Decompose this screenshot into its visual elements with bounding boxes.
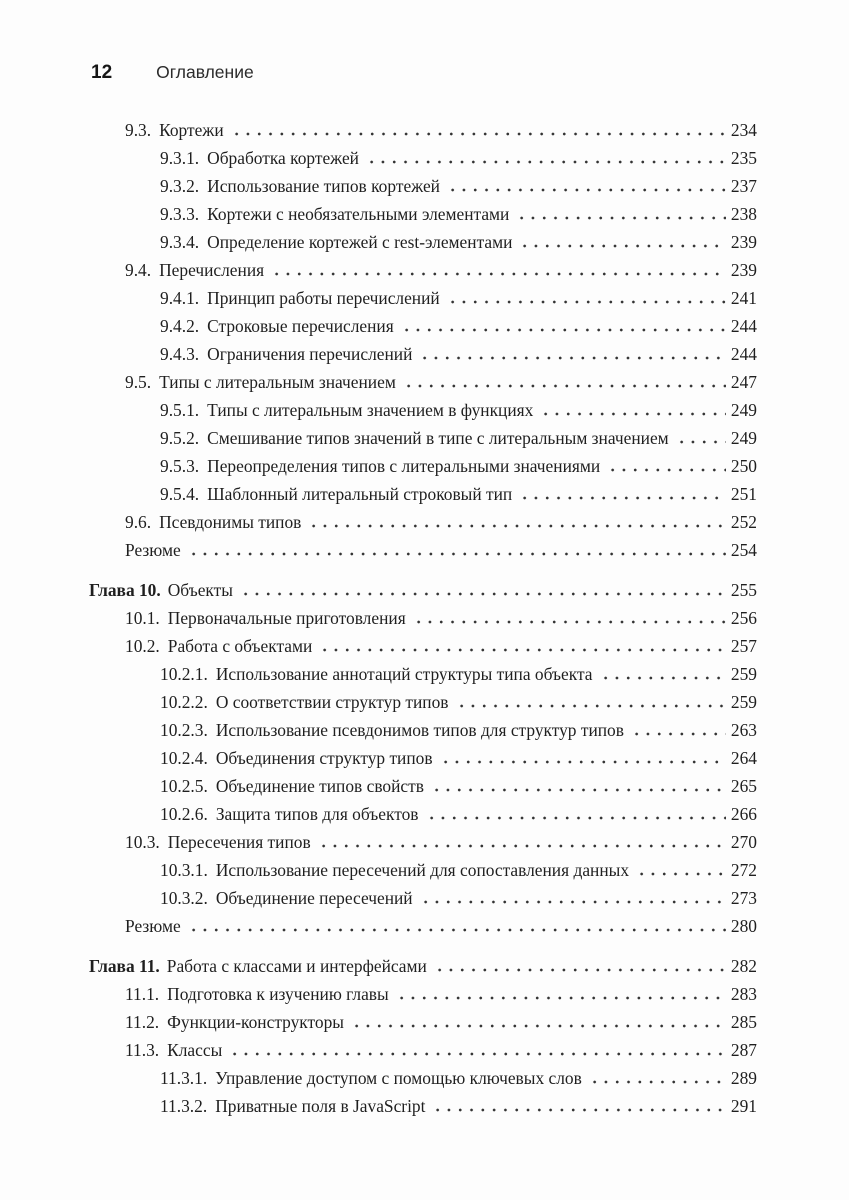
dot-leader: [351, 1024, 726, 1028]
dot-leader: [631, 732, 726, 736]
running-header-title: Оглавление: [156, 62, 254, 82]
toc-entry-title: Смешивание типов значений в типе с литеральным значением: [207, 428, 669, 448]
toc-entry-page: 237: [730, 176, 757, 196]
toc-entry-number: 9.5.4.: [160, 484, 200, 504]
toc-chapter-entry: [89, 576, 757, 604]
toc-entry-page: 250: [730, 456, 757, 476]
toc-entry-page: 285: [730, 1012, 757, 1032]
toc-entry-title: Классы: [167, 1040, 223, 1060]
toc-entry-page: 241: [730, 288, 757, 308]
toc-entry-title: Обработка кортежей: [207, 148, 359, 168]
toc-entry-title: Переопределения типов с литеральными значениями: [207, 456, 601, 476]
toc-entry: [89, 1036, 757, 1064]
toc-entry-number: 11.3.1.: [160, 1068, 208, 1088]
running-header: [91, 62, 254, 84]
dot-leader: [519, 496, 726, 500]
toc-entry: [89, 632, 757, 660]
toc-entry-page: 282: [730, 956, 757, 976]
dot-leader: [308, 524, 726, 528]
toc-entry-title: Определение кортежей с rest-элементами: [207, 232, 513, 252]
toc-entry-page: 264: [730, 748, 757, 768]
dot-leader: [431, 788, 726, 792]
toc-entry-page: 283: [730, 984, 757, 1004]
dot-leader: [600, 676, 726, 680]
toc-entry-title: Объединения структур типов: [215, 748, 433, 768]
toc-entry-title: Кортежи с необязательными элементами: [207, 204, 510, 224]
toc-entry-page: 259: [730, 664, 757, 684]
toc-entry-title: Перечисления: [159, 260, 265, 280]
toc-entry: [89, 116, 757, 144]
toc-entry-number: 10.2.5.: [160, 776, 208, 796]
toc-entry-title: Функции-конструкторы: [167, 1012, 344, 1032]
toc-entry: [89, 508, 757, 536]
toc-entry-number: 9.5.2.: [160, 428, 200, 448]
toc-entry-number: 9.3.: [125, 120, 152, 140]
toc-entry-number: 10.2.1.: [160, 664, 208, 684]
toc-entry: [89, 256, 757, 284]
dot-leader: [318, 844, 726, 848]
toc-entry-page: 244: [730, 344, 757, 364]
dot-leader: [432, 1108, 725, 1112]
toc-entry-number: 10.2.: [125, 636, 160, 656]
toc-entry-number: Глава 10.: [89, 580, 161, 600]
dot-leader: [516, 216, 726, 220]
toc-entry-title: Ограничения перечислений: [207, 344, 413, 364]
toc-entry-title: Строковые перечисления: [207, 316, 394, 336]
toc-entry-title: Приватные поля в JavaScript: [215, 1096, 426, 1116]
dot-leader: [319, 648, 726, 652]
toc-entry-page: 249: [730, 400, 757, 420]
dot-leader: [420, 900, 726, 904]
toc-entry-page: 256: [730, 608, 757, 628]
toc-entry-title: Псевдонимы типов: [159, 512, 302, 532]
toc-entry-page: 287: [730, 1040, 757, 1060]
toc-entry-number: 10.2.2.: [160, 692, 208, 712]
toc-entry-title: Работа с классами и интерфейсами: [166, 956, 427, 976]
toc-entry: [89, 828, 757, 856]
toc-entry-title: Объединение пересечений: [215, 888, 413, 908]
toc-entry: [89, 1008, 757, 1036]
toc-entry: [89, 284, 757, 312]
toc-entry-page: 238: [730, 204, 757, 224]
toc-entry-page: 249: [730, 428, 757, 448]
toc-entry-title: Кортежи: [159, 120, 224, 140]
dot-leader: [271, 272, 726, 276]
dot-leader: [426, 816, 726, 820]
toc-entry-page: 247: [730, 372, 757, 392]
toc-entry-page: 263: [730, 720, 757, 740]
dot-leader: [419, 356, 726, 360]
toc-entry-title: Объекты: [167, 580, 233, 600]
table-of-contents: [89, 116, 757, 1120]
toc-entry-number: 9.4.1.: [160, 288, 200, 308]
toc-entry: [89, 660, 757, 688]
dot-leader: [231, 132, 726, 136]
toc-entry-title: Пересечения типов: [167, 832, 311, 852]
toc-entry-title: Первоначальные приготовления: [167, 608, 406, 628]
toc-entry-page: 266: [730, 804, 757, 824]
dot-leader: [229, 1052, 726, 1056]
toc-entry-number: Глава 11.: [89, 956, 160, 976]
toc-entry-page: 254: [730, 540, 757, 560]
dot-leader: [188, 928, 726, 932]
toc-entry-title: Управление доступом с помощью ключевых слов: [215, 1068, 582, 1088]
toc-entry: [89, 340, 757, 368]
toc-entry-number: 11.3.: [125, 1040, 160, 1060]
toc-entry: [89, 744, 757, 772]
toc-entry-number: 9.4.3.: [160, 344, 200, 364]
toc-entry-page: 244: [730, 316, 757, 336]
toc-entry-number: 10.2.4.: [160, 748, 208, 768]
toc-entry-title: Принцип работы перечислений: [207, 288, 440, 308]
toc-entry: [89, 604, 757, 632]
toc-chapter-entry: [89, 952, 757, 980]
toc-entry: [89, 536, 757, 564]
dot-leader: [676, 440, 726, 444]
toc-entry-page: 255: [730, 580, 757, 600]
dot-leader: [401, 328, 726, 332]
toc-entry-number: 9.4.2.: [160, 316, 200, 336]
dot-leader: [519, 244, 725, 248]
toc-entry: [89, 200, 757, 228]
toc-entry-number: 10.3.2.: [160, 888, 208, 908]
toc-entry: [89, 856, 757, 884]
toc-entry-page: 257: [730, 636, 757, 656]
toc-entry: [89, 144, 757, 172]
toc-entry-number: 9.3.4.: [160, 232, 200, 252]
dot-leader: [447, 300, 726, 304]
toc-entry-number: 11.3.2.: [160, 1096, 208, 1116]
dot-leader: [607, 468, 726, 472]
toc-entry-title: Использование аннотаций структуры типа объекта: [215, 664, 593, 684]
dot-leader: [396, 996, 726, 1000]
toc-entry-title: Защита типов для объектов: [215, 804, 419, 824]
dot-leader: [589, 1080, 726, 1084]
toc-entry-page: 252: [730, 512, 757, 532]
toc-entry: [89, 1064, 757, 1092]
toc-entry: [89, 1092, 757, 1120]
toc-entry-page: 289: [730, 1068, 757, 1088]
toc-entry-page: 273: [730, 888, 757, 908]
toc-entry-title: Использование псевдонимов типов для структур типов: [215, 720, 624, 740]
dot-leader: [636, 872, 726, 876]
page-number: 12: [91, 62, 113, 83]
toc-entry: [89, 884, 757, 912]
toc-entry: [89, 396, 757, 424]
toc-entry: [89, 172, 757, 200]
dot-leader: [440, 760, 726, 764]
toc-entry: [89, 228, 757, 256]
toc-entry-title: Резюме: [125, 540, 181, 560]
toc-entry-page: 280: [730, 916, 757, 936]
toc-entry: [89, 480, 757, 508]
dot-leader: [366, 160, 726, 164]
toc-entry-title: О соответствии структур типов: [215, 692, 449, 712]
toc-entry-page: 291: [730, 1096, 757, 1116]
toc-entry: [89, 452, 757, 480]
toc-entry-title: Типы с литеральным значением в функциях: [207, 400, 534, 420]
toc-entry-number: 9.5.1.: [160, 400, 200, 420]
toc-entry-title: Использование пересечений для сопоставления данных: [215, 860, 630, 880]
toc-entry-page: 265: [730, 776, 757, 796]
toc-entry-number: 11.1.: [125, 984, 160, 1004]
toc-entry-page: 235: [730, 148, 757, 168]
toc-entry-number: 9.5.: [125, 372, 152, 392]
toc-entry-number: 10.3.: [125, 832, 160, 852]
toc-entry: [89, 424, 757, 452]
toc-entry-title: Подготовка к изучению главы: [167, 984, 389, 1004]
toc-entry-number: 9.6.: [125, 512, 152, 532]
toc-entry: [89, 912, 757, 940]
toc-entry-page: 251: [730, 484, 757, 504]
toc-entry-title: Работа с объектами: [167, 636, 313, 656]
toc-entry-number: 9.3.1.: [160, 148, 200, 168]
dot-leader: [240, 592, 726, 596]
toc-entry-number: 11.2.: [125, 1012, 160, 1032]
dot-leader: [540, 412, 726, 416]
toc-entry: [89, 716, 757, 744]
toc-entry-number: 10.3.1.: [160, 860, 208, 880]
toc-entry-number: 10.2.3.: [160, 720, 208, 740]
dot-leader: [413, 620, 726, 624]
dot-leader: [447, 188, 726, 192]
toc-entry-title: Типы с литеральным значением: [159, 372, 396, 392]
dot-leader: [434, 968, 726, 972]
toc-entry: [89, 688, 757, 716]
toc-entry-title: Объединение типов свойств: [215, 776, 424, 796]
toc-entry-number: 10.1.: [125, 608, 160, 628]
toc-entry-number: 9.3.2.: [160, 176, 200, 196]
dot-leader: [188, 552, 726, 556]
dot-leader: [456, 704, 726, 708]
toc-entry-page: 239: [730, 232, 757, 252]
toc-entry-number: 9.3.3.: [160, 204, 200, 224]
toc-entry-number: 9.5.3.: [160, 456, 200, 476]
toc-entry-title: Использование типов кортежей: [207, 176, 440, 196]
toc-entry: [89, 800, 757, 828]
dot-leader: [403, 384, 726, 388]
toc-entry: [89, 980, 757, 1008]
toc-entry-page: 259: [730, 692, 757, 712]
toc-entry-number: 9.4.: [125, 260, 152, 280]
toc-entry: [89, 772, 757, 800]
toc-entry-page: 270: [730, 832, 757, 852]
toc-entry-title: Резюме: [125, 916, 181, 936]
toc-entry-page: 234: [730, 120, 757, 140]
toc-entry-number: 10.2.6.: [160, 804, 208, 824]
toc-entry-title: Шаблонный литеральный строковый тип: [207, 484, 513, 504]
toc-entry-page: 272: [730, 860, 757, 880]
toc-entry: [89, 368, 757, 396]
toc-entry: [89, 312, 757, 340]
toc-entry-page: 239: [730, 260, 757, 280]
